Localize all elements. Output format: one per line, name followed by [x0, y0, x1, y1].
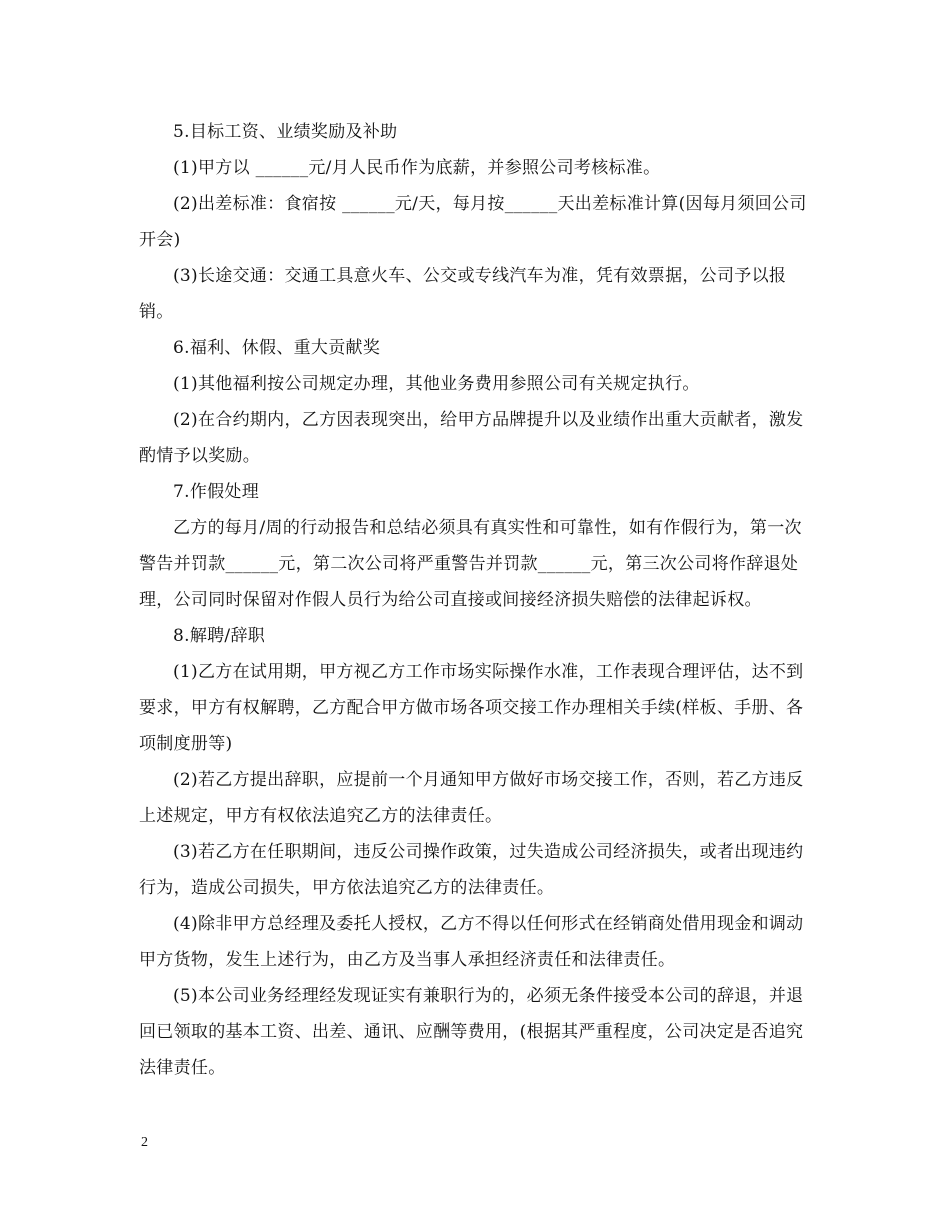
- section-heading-7: 7.作假处理: [173, 482, 260, 502]
- section-heading-6: 6.福利、休假、重大贡献奖: [173, 338, 381, 358]
- clause-8-3: (3)若乙方在任职期间，违反公司操作政策，过失造成公司经济损失，或者出现违约行为，造成公司损失，甲方依法追究乙方的法律责任。: [139, 842, 804, 898]
- clause-8-2: (2)若乙方提出辞职，应提前一个月通知甲方做好市场交接工作，否则，若乙方违反上述规定，甲方有权依法追究乙方的法律责任。: [139, 770, 804, 826]
- document-body: [139, 114, 815, 1086]
- clause-8-4: (4)除非甲方总经理及委托人授权，乙方不得以任何形式在经销商处借用现金和调动甲方货物，发生上述行为，由乙方及当事人承担经济责任和法律责任。: [139, 914, 804, 970]
- clause-6-1: (1)其他福利按公司规定办理，其他业务费用参照公司有关规定执行。: [173, 374, 700, 394]
- page-number: 2: [141, 1135, 148, 1150]
- clause-6-2: (2)在合约期内，乙方因表现突出，给甲方品牌提升以及业绩作出重大贡献者，激发酌情予以奖励。: [139, 410, 804, 466]
- clause-5-1: (1)甲方以 ______元/月人民币作为底薪，并参照公司考核标准。: [173, 158, 661, 178]
- section-heading-5: 5.目标工资、业绩奖励及补助: [173, 122, 398, 142]
- clause-8-1: (1)乙方在试用期，甲方视乙方工作市场实际操作水准，工作表现合理评估，达不到要求，甲方有权解聘，乙方配合甲方做市场各项交接工作办理相关手续(样板、手册、各项制度册等): [139, 662, 804, 754]
- clause-5-2: (2)出差标准：食宿按 ______元/天，每月按______天出差标准计算(因每月须回公司开会): [139, 194, 807, 250]
- clause-7-body: 乙方的每月/周的行动报告和总结必须具有真实性和可靠性，如有作假行为，第一次警告并罚款______元，第二次公司将严重警告并罚款______元，第三次公司将作辞退处理，公司同时保留对作假人员行为给公司直接或间接经济损失赔偿的法律起诉权。: [139, 518, 802, 610]
- section-heading-8: 8.解聘/辞职: [173, 626, 266, 646]
- clause-5-3: (3)长途交通：交通工具意火车、公交或专线汽车为准，凭有效票据，公司予以报销。: [139, 266, 787, 322]
- clause-8-5: (5)本公司业务经理经发现证实有兼职行为的，必须无条件接受本公司的辞退，并退回已领取的基本工资、出差、通讯、应酬等费用，(根据其严重程度，公司决定是否追究法律责任。: [139, 986, 804, 1078]
